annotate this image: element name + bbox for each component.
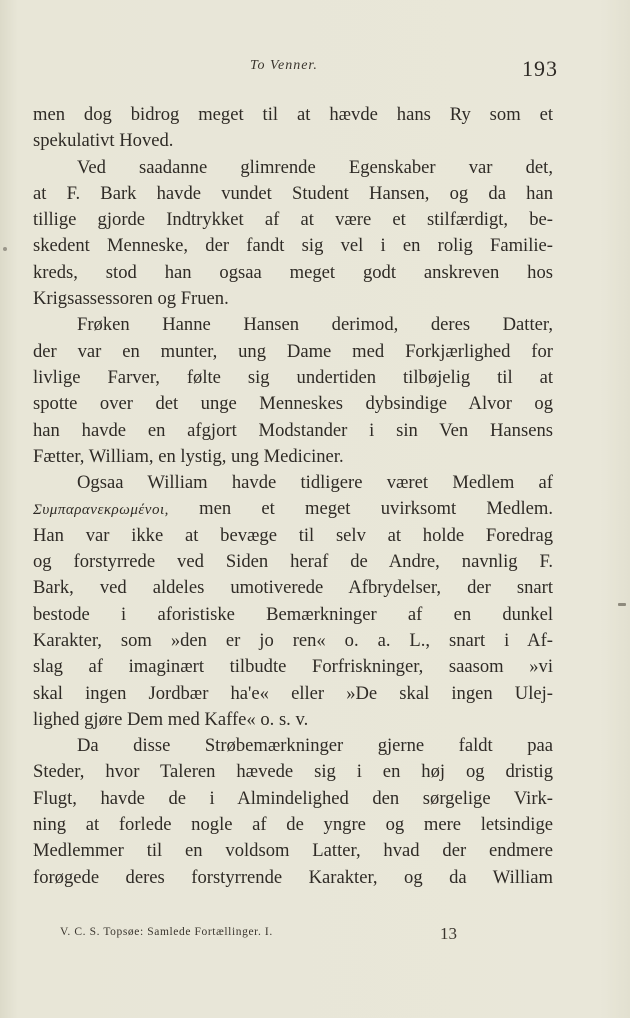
- printer-signature: 13: [440, 924, 457, 943]
- text-line: der var en munter, ung Dame med Forkjærlighed for: [33, 340, 553, 362]
- text-line: slag af imaginært tilbudte Forfriskninger, saasom »vi: [33, 656, 553, 678]
- text-line: tillige gjorde Indtrykket af at være et stilfærdigt, be-: [33, 209, 553, 231]
- page-footer: [0, 922, 630, 952]
- page-number: 193: [522, 56, 558, 81]
- text-line: Karakter, som »den er jo ren« o. a. L., snart i Af-: [33, 629, 553, 651]
- text-line: at F. Bark havde vundet Student Hansen, og da han: [33, 182, 553, 204]
- text-line: Ogsaa William havde tidligere været Medlem af: [77, 472, 553, 494]
- text-line: Flugt, havde de i Almindelighed den sørgelige Virk-: [33, 787, 553, 809]
- text-line: kreds, stod han ogsaa meget godt anskreven hos: [33, 261, 553, 283]
- footer-note: V. C. S. Topsøe: Samlede Fortællinger. I.: [60, 926, 273, 938]
- text-line-greek: [33, 496, 553, 522]
- text-line: spotte over det unge Menneskes dybsindige Alvor og: [33, 393, 553, 415]
- text-line: Steder, hvor Taleren hævede sig i en høj og dristig: [33, 761, 553, 783]
- body-text: [33, 102, 553, 891]
- text-line: han havde en afgjort Modstander i sin Ven Hansens: [33, 419, 553, 441]
- text-line: Medlemmer til en voldsom Latter, hvad der endmere: [33, 840, 553, 862]
- greek-line-rest: men et meget uvirksomt Medlem.: [199, 498, 553, 520]
- text-line: livlige Farver, følte sig undertiden tilbøjelig til at: [33, 366, 553, 388]
- text-line: skedent Menneske, der fandt sig vel i en rolig Familie-: [33, 235, 553, 257]
- text-line: lighed gjøre Dem med Kaffe« o. s. v.: [33, 708, 309, 730]
- margin-speck: [3, 247, 7, 251]
- text-line: spekulativt Hoved.: [33, 130, 174, 152]
- text-line: skal ingen Jordbær ha'e« eller »De skal ingen Ulej-: [33, 682, 553, 704]
- text-line: forøgede deres forstyrrende Karakter, og da William: [33, 866, 553, 888]
- running-head: [0, 56, 630, 86]
- text-line: Krigsassessoren og Fruen.: [33, 288, 229, 310]
- text-line: bestode i aforistiske Bemærkninger af en dunkel: [33, 603, 553, 625]
- text-line: Han var ikke at bevæge til selv at holde Foredrag: [33, 524, 553, 546]
- text-line: ning at forlede nogle af de yngre og mere letsindige: [33, 814, 553, 836]
- text-line: Da disse Strøbemærkninger gjerne faldt paa: [77, 735, 553, 757]
- text-line: og forstyrrede ved Siden heraf de Andre, navnlig F.: [33, 551, 553, 573]
- text-line: Ved saadanne glimrende Egenskaber var det,: [77, 156, 553, 178]
- text-line: Frøken Hanne Hansen derimod, deres Datter,: [77, 314, 553, 336]
- greek-word: Συμπαρανεκρωμένοι,: [33, 502, 169, 519]
- text-line: Bark, ved aldeles umotiverede Afbrydelser, der snart: [33, 577, 553, 599]
- text-line: men dog bidrog meget til at hævde hans Ry som et: [33, 104, 553, 125]
- edge-mark: [618, 603, 626, 606]
- text-line: Fætter, William, en lystig, ung Mediciner.: [33, 445, 344, 467]
- running-title: To Venner.: [250, 58, 318, 73]
